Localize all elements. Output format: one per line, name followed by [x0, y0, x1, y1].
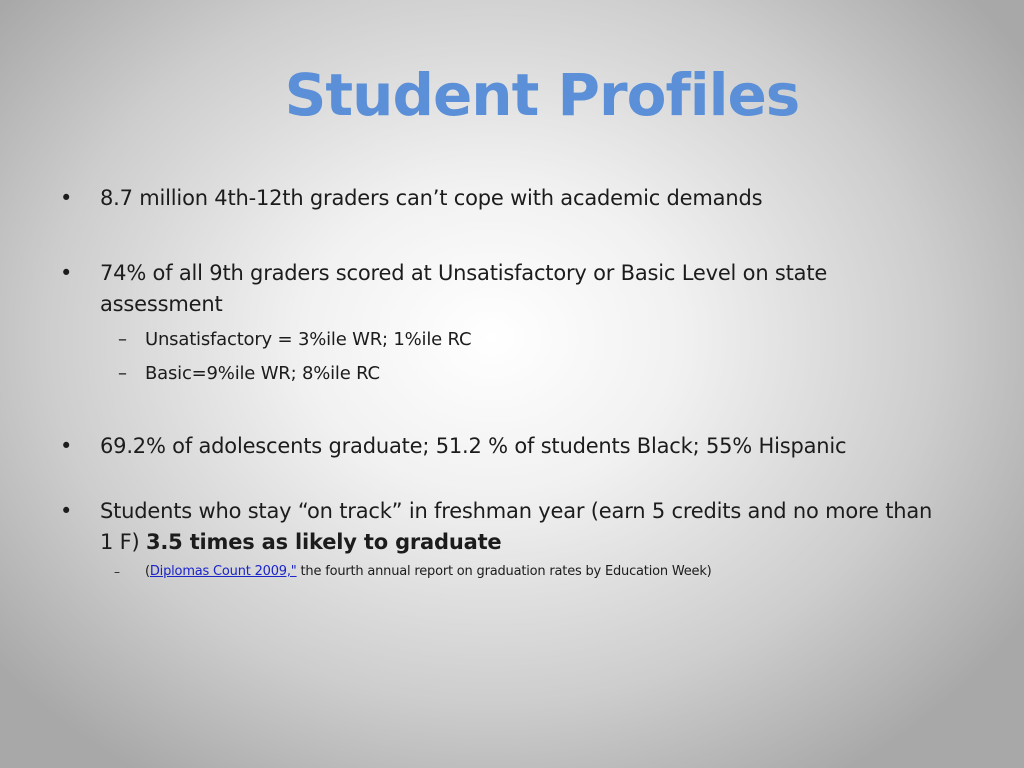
bullet-marker: •	[60, 186, 73, 210]
bullet-marker: •	[60, 434, 73, 458]
bullet-marker: •	[60, 261, 73, 285]
citation-rest: the fourth annual report on graduation rates by Education Week)	[296, 564, 712, 579]
diplomas-count-link[interactable]: Diplomas Count 2009,"	[149, 564, 297, 579]
bullet-text: 8.7 million 4th-12th graders can’t cope with academic demands	[100, 186, 763, 210]
citation-open-paren: (	[145, 564, 150, 579]
sub-bullet-marker: –	[118, 363, 127, 384]
bullet-marker: •	[60, 499, 73, 523]
bullet-text: 69.2% of adolescents graduate; 51.2 % of students Black; 55% Hispanic	[100, 434, 847, 458]
sub-bullet-marker: –	[118, 329, 127, 350]
sub-bullet-item	[118, 361, 938, 387]
bullet-item	[60, 496, 940, 558]
sub-bullet-text: Basic=9%ile WR; 8%ile RC	[145, 363, 380, 384]
bullet-item	[60, 431, 940, 462]
citation	[114, 563, 938, 581]
slide-title: Student Profiles	[284, 61, 800, 129]
bullet-text-regular: Students who stay “on track” in freshman year (earn 5 credits and no more than 1 F)	[100, 499, 933, 554]
bullet-text: 74% of all 9th graders scored at Unsatisfactory or Basic Level on state assessment	[100, 261, 828, 316]
bullet-text	[100, 496, 940, 558]
citation-text	[145, 563, 938, 581]
sub-bullet-text: Unsatisfactory = 3%ile WR; 1%ile RC	[145, 329, 472, 350]
sub-bullet-item	[118, 327, 938, 353]
bullet-text-bold: 3.5 times as likely to graduate	[145, 530, 502, 554]
bullet-item	[60, 183, 940, 214]
bullet-item	[60, 258, 940, 320]
citation-marker: –	[114, 565, 120, 579]
